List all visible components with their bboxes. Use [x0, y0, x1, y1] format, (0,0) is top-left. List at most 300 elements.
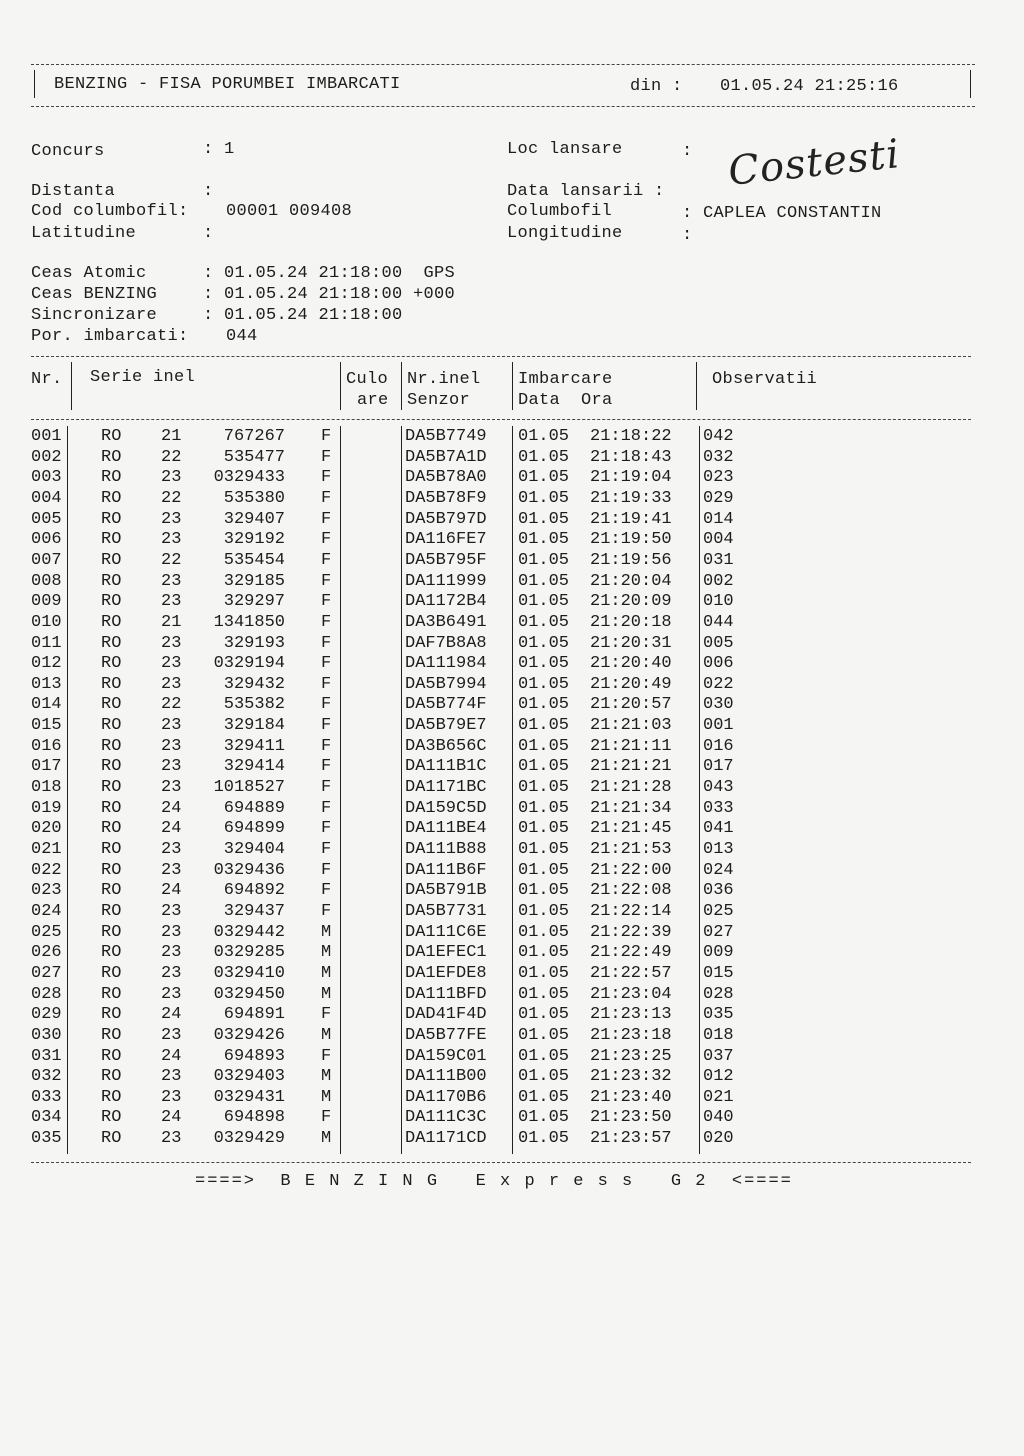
- cell-sensor: DA111B88: [405, 840, 487, 859]
- cell-ring-number: 694899: [223, 819, 285, 839]
- cell-date: 01.05: [518, 674, 570, 694]
- cell-time: 21:21:21: [590, 757, 672, 777]
- table-row: [0, 1108, 1024, 1129]
- header-imbarcare-2: Data Ora: [518, 391, 613, 410]
- table-row: [0, 757, 1024, 778]
- cell-year: 23: [161, 943, 182, 963]
- cell-year: 23: [161, 778, 182, 798]
- cell-nr: 022: [31, 860, 62, 880]
- cell-time: 21:23:57: [590, 1129, 672, 1149]
- cell-ring-number: 535454: [223, 550, 285, 570]
- concurs-value: : 1: [203, 140, 235, 159]
- cell-date: 01.05: [518, 943, 570, 963]
- cell-ring-number: 329404: [223, 840, 285, 859]
- cell-year: 22: [161, 550, 182, 570]
- cell-year: 23: [161, 716, 182, 736]
- cell-country: RO: [101, 963, 122, 983]
- cell-year: 23: [161, 840, 182, 859]
- header-culoare-2: are: [357, 391, 389, 410]
- cell-sensor: DA111B6F: [405, 860, 487, 880]
- cell-country: RO: [101, 984, 122, 1004]
- cell-year: 23: [161, 468, 182, 488]
- cell-time: 21:20:49: [590, 674, 672, 694]
- cell-sex: F: [321, 860, 332, 880]
- cell-date: 01.05: [518, 509, 570, 529]
- cell-date: 01.05: [518, 757, 570, 777]
- cell-observation: 033: [703, 798, 734, 818]
- cell-sex: M: [321, 1129, 332, 1149]
- cell-date: 01.05: [518, 798, 570, 818]
- cell-date: 01.05: [518, 778, 570, 798]
- cell-date: 01.05: [518, 860, 570, 880]
- cell-year: 22: [161, 447, 182, 467]
- cell-nr: 016: [31, 736, 62, 756]
- cell-sex: F: [321, 447, 332, 467]
- cell-observation: 025: [703, 901, 734, 921]
- header-datetime: 01.05.24 21:25:16: [720, 77, 899, 96]
- cell-time: 21:23:32: [590, 1067, 672, 1087]
- cell-country: RO: [101, 881, 122, 901]
- cell-year: 23: [161, 922, 182, 942]
- cell-sensor: DA1171CD: [405, 1129, 487, 1149]
- cell-date: 01.05: [518, 963, 570, 983]
- cell-observation: 044: [703, 612, 734, 632]
- cell-observation: 012: [703, 1067, 734, 1087]
- table-row: [0, 902, 1024, 923]
- cell-country: RO: [101, 1046, 122, 1066]
- cell-sensor: DA5B79E7: [405, 716, 487, 736]
- cell-time: 21:18:22: [590, 427, 672, 446]
- cell-observation: 043: [703, 778, 734, 798]
- header-imbarcare-1: Imbarcare: [518, 370, 613, 389]
- cell-year: 23: [161, 571, 182, 591]
- cell-sensor: DA1EFEC1: [405, 943, 487, 963]
- cell-time: 21:21:11: [590, 736, 672, 756]
- col-sep-nr-header: [71, 362, 72, 410]
- cell-ring-number: 329411: [223, 736, 285, 756]
- columbofil-value: : CAPLEA CONSTANTIN: [682, 204, 882, 223]
- cell-observation: 041: [703, 819, 734, 839]
- cell-sensor: DA111BFD: [405, 984, 487, 1004]
- cell-nr: 029: [31, 1005, 62, 1025]
- ceas-benzing-label: Ceas BENZING: [31, 285, 158, 304]
- cell-nr: 024: [31, 901, 62, 921]
- cell-time: 21:22:57: [590, 963, 672, 983]
- table-top-rule: [31, 356, 971, 357]
- imbarcati-value: 044: [226, 327, 258, 346]
- cell-time: 21:20:57: [590, 695, 672, 715]
- cell-date: 01.05: [518, 550, 570, 570]
- cell-country: RO: [101, 674, 122, 694]
- cell-sex: F: [321, 612, 332, 632]
- cell-observation: 021: [703, 1087, 734, 1107]
- cell-sex: F: [321, 427, 332, 446]
- cell-sex: M: [321, 943, 332, 963]
- table-row: [0, 675, 1024, 696]
- cell-sensor: DA3B6491: [405, 612, 487, 632]
- cell-date: 01.05: [518, 571, 570, 591]
- cell-nr: 020: [31, 819, 62, 839]
- col-sep-culoare-header: [401, 362, 402, 410]
- cell-sensor: DA111BE4: [405, 819, 487, 839]
- cell-sex: F: [321, 468, 332, 488]
- cell-observation: 004: [703, 530, 734, 550]
- cell-nr: 004: [31, 488, 62, 508]
- cell-observation: 013: [703, 840, 734, 859]
- cell-country: RO: [101, 695, 122, 715]
- cell-country: RO: [101, 612, 122, 632]
- cell-date: 01.05: [518, 488, 570, 508]
- cell-sensor: DA111C6E: [405, 922, 487, 942]
- cell-sensor: DA111B1C: [405, 757, 487, 777]
- cell-ring-number: 767267: [223, 427, 285, 446]
- cell-ring-number: 0329194: [213, 654, 285, 674]
- cell-date: 01.05: [518, 840, 570, 859]
- cell-observation: 010: [703, 592, 734, 612]
- cell-observation: 032: [703, 447, 734, 467]
- cell-time: 21:23:18: [590, 1025, 672, 1045]
- cell-year: 23: [161, 1025, 182, 1045]
- cell-time: 21:19:50: [590, 530, 672, 550]
- cell-sex: F: [321, 571, 332, 591]
- table-row: [0, 1005, 1024, 1026]
- table-row: [0, 716, 1024, 737]
- cell-time: 21:22:39: [590, 922, 672, 942]
- cell-ring-number: 1018527: [213, 778, 285, 798]
- cell-nr: 005: [31, 509, 62, 529]
- cell-date: 01.05: [518, 901, 570, 921]
- cell-year: 23: [161, 1067, 182, 1087]
- header-serie-inel: Serie inel: [90, 368, 196, 387]
- latitudine-label: Latitudine: [31, 224, 137, 243]
- cell-observation: 028: [703, 984, 734, 1004]
- cell-observation: 027: [703, 922, 734, 942]
- cell-nr: 031: [31, 1046, 62, 1066]
- table-row: [0, 881, 1024, 902]
- cell-country: RO: [101, 840, 122, 859]
- cell-observation: 014: [703, 509, 734, 529]
- cell-sex: F: [321, 674, 332, 694]
- cell-sensor: DA5B797D: [405, 509, 487, 529]
- cell-time: 21:21:53: [590, 840, 672, 859]
- cell-sex: F: [321, 736, 332, 756]
- cell-date: 01.05: [518, 695, 570, 715]
- cell-sensor: DA5B791B: [405, 881, 487, 901]
- din-label: din :: [630, 77, 683, 96]
- cell-year: 23: [161, 674, 182, 694]
- cell-country: RO: [101, 922, 122, 942]
- table-row: [0, 1067, 1024, 1088]
- cell-sex: F: [321, 901, 332, 921]
- cell-date: 01.05: [518, 633, 570, 653]
- header-bottom-rule: [31, 106, 975, 107]
- cell-nr: 028: [31, 984, 62, 1004]
- cell-date: 01.05: [518, 1108, 570, 1128]
- cell-observation: 042: [703, 427, 734, 446]
- cell-observation: 020: [703, 1129, 734, 1149]
- cell-ring-number: 329407: [223, 509, 285, 529]
- cell-country: RO: [101, 427, 122, 446]
- cell-sex: F: [321, 509, 332, 529]
- cell-country: RO: [101, 943, 122, 963]
- cell-time: 21:20:09: [590, 592, 672, 612]
- cell-ring-number: 694889: [223, 798, 285, 818]
- table-row: [0, 1129, 1024, 1150]
- header-nrinel-2: Senzor: [407, 391, 471, 410]
- cell-time: 21:20:31: [590, 633, 672, 653]
- cell-sex: F: [321, 654, 332, 674]
- cell-nr: 014: [31, 695, 62, 715]
- cell-sensor: DA1170B6: [405, 1087, 487, 1107]
- cell-year: 24: [161, 798, 182, 818]
- cell-country: RO: [101, 509, 122, 529]
- footer-brand: ====> B E N Z I N G E x p r e s s G 2 <====: [195, 1172, 793, 1191]
- col-sep-nrinel-header: [512, 362, 513, 410]
- cell-sex: F: [321, 778, 332, 798]
- header-nr: Nr.: [31, 370, 63, 389]
- cell-observation: 031: [703, 550, 734, 570]
- cell-ring-number: 329437: [223, 901, 285, 921]
- cell-sensor: DA5B78A0: [405, 468, 487, 488]
- header-culoare-1: Culo: [346, 370, 389, 389]
- table-row: [0, 695, 1024, 716]
- cell-year: 24: [161, 819, 182, 839]
- cell-date: 01.05: [518, 447, 570, 467]
- cell-ring-number: 0329436: [213, 860, 285, 880]
- cell-nr: 001: [31, 427, 62, 446]
- cell-observation: 001: [703, 716, 734, 736]
- cell-nr: 003: [31, 468, 62, 488]
- cell-nr: 006: [31, 530, 62, 550]
- cell-year: 22: [161, 695, 182, 715]
- cell-observation: 005: [703, 633, 734, 653]
- cell-nr: 033: [31, 1087, 62, 1107]
- cell-nr: 010: [31, 612, 62, 632]
- cell-ring-number: 329432: [223, 674, 285, 694]
- handwritten-location: Costesti: [726, 131, 903, 195]
- ceas-atomic-label: Ceas Atomic: [31, 264, 147, 283]
- cell-nr: 023: [31, 881, 62, 901]
- cell-sex: M: [321, 984, 332, 1004]
- cell-date: 01.05: [518, 1025, 570, 1045]
- cell-ring-number: 329297: [223, 592, 285, 612]
- cell-date: 01.05: [518, 716, 570, 736]
- header-nrinel-1: Nr.inel: [407, 370, 481, 389]
- cell-year: 23: [161, 633, 182, 653]
- cell-country: RO: [101, 550, 122, 570]
- cell-observation: 018: [703, 1025, 734, 1045]
- cell-date: 01.05: [518, 922, 570, 942]
- cell-nr: 011: [31, 633, 62, 653]
- cell-year: 24: [161, 1108, 182, 1128]
- cell-date: 01.05: [518, 736, 570, 756]
- table-row: [0, 1088, 1024, 1109]
- cell-year: 23: [161, 654, 182, 674]
- cell-observation: 002: [703, 571, 734, 591]
- cell-nr: 018: [31, 778, 62, 798]
- cell-year: 23: [161, 984, 182, 1004]
- cell-sensor: DA116FE7: [405, 530, 487, 550]
- cell-sensor: DA5B774F: [405, 695, 487, 715]
- table-row: [0, 530, 1024, 551]
- cell-sex: F: [321, 716, 332, 736]
- table-row: [0, 572, 1024, 593]
- cell-sensor: DA5B7749: [405, 427, 487, 446]
- loc-lansare-colon: :: [682, 142, 693, 161]
- cell-ring-number: 694893: [223, 1046, 285, 1066]
- table-row: [0, 489, 1024, 510]
- cell-year: 23: [161, 509, 182, 529]
- cell-sex: F: [321, 819, 332, 839]
- cell-time: 21:19:33: [590, 488, 672, 508]
- cell-country: RO: [101, 571, 122, 591]
- cell-ring-number: 0329431: [213, 1087, 285, 1107]
- cell-year: 23: [161, 963, 182, 983]
- cell-ring-number: 535382: [223, 695, 285, 715]
- col-sep-imbarcare-header: [696, 362, 697, 410]
- cell-year: 23: [161, 757, 182, 777]
- cell-sex: F: [321, 550, 332, 570]
- cell-year: 21: [161, 427, 182, 446]
- cell-ring-number: 329184: [223, 716, 285, 736]
- cell-time: 21:22:08: [590, 881, 672, 901]
- cell-ring-number: 1341850: [213, 612, 285, 632]
- cell-sex: F: [321, 1108, 332, 1128]
- cell-nr: 008: [31, 571, 62, 591]
- columbofil-label: Columbofil: [507, 202, 613, 221]
- cell-ring-number: 329185: [223, 571, 285, 591]
- table-row: [0, 468, 1024, 489]
- cell-sensor: DA5B795F: [405, 550, 487, 570]
- cell-sensor: DA1EFDE8: [405, 963, 487, 983]
- cell-country: RO: [101, 1108, 122, 1128]
- header-observatii: Observatii: [712, 370, 818, 389]
- cell-ring-number: 0329433: [213, 468, 285, 488]
- cell-sex: F: [321, 592, 332, 612]
- cell-year: 23: [161, 736, 182, 756]
- cell-date: 01.05: [518, 654, 570, 674]
- cell-nr: 015: [31, 716, 62, 736]
- cell-country: RO: [101, 1025, 122, 1045]
- table-row: [0, 861, 1024, 882]
- cell-date: 01.05: [518, 427, 570, 446]
- table-row: [0, 654, 1024, 675]
- cell-country: RO: [101, 447, 122, 467]
- longitudine-label: Longitudine: [507, 224, 623, 243]
- cell-sex: F: [321, 695, 332, 715]
- cell-ring-number: 694898: [223, 1108, 285, 1128]
- cell-date: 01.05: [518, 530, 570, 550]
- distanta-label: Distanta: [31, 182, 116, 201]
- table-row: [0, 964, 1024, 985]
- longitudine-value: :: [682, 226, 693, 245]
- cell-time: 21:22:14: [590, 901, 672, 921]
- cell-year: 23: [161, 592, 182, 612]
- cell-date: 01.05: [518, 1046, 570, 1066]
- cell-time: 21:23:40: [590, 1087, 672, 1107]
- cell-year: 22: [161, 488, 182, 508]
- loc-lansare-label: Loc lansare: [507, 140, 623, 159]
- cell-time: 21:22:49: [590, 943, 672, 963]
- cod-columbofil-value: 00001 009408: [226, 202, 353, 221]
- cell-sensor: DA111999: [405, 571, 487, 591]
- table-row: [0, 1047, 1024, 1068]
- cell-time: 21:23:25: [590, 1046, 672, 1066]
- cell-year: 23: [161, 1087, 182, 1107]
- data-lansarii-label: Data lansarii :: [507, 182, 665, 201]
- cell-sex: F: [321, 1046, 332, 1066]
- cell-nr: 007: [31, 550, 62, 570]
- cell-time: 21:21:34: [590, 798, 672, 818]
- cell-nr: 019: [31, 798, 62, 818]
- cell-country: RO: [101, 901, 122, 921]
- cell-sex: F: [321, 1005, 332, 1025]
- cell-date: 01.05: [518, 612, 570, 632]
- cell-country: RO: [101, 716, 122, 736]
- cell-nr: 030: [31, 1025, 62, 1045]
- cell-year: 23: [161, 901, 182, 921]
- cell-nr: 035: [31, 1129, 62, 1149]
- cell-ring-number: 0329429: [213, 1129, 285, 1149]
- cell-sensor: DA3B656C: [405, 736, 487, 756]
- table-row: [0, 923, 1024, 944]
- cell-year: 21: [161, 612, 182, 632]
- cell-ring-number: 0329403: [213, 1067, 285, 1087]
- cell-country: RO: [101, 736, 122, 756]
- cell-date: 01.05: [518, 1005, 570, 1025]
- header-right-border: [970, 70, 971, 98]
- cell-nr: 032: [31, 1067, 62, 1087]
- cell-ring-number: 694891: [223, 1005, 285, 1025]
- cell-nr: 034: [31, 1108, 62, 1128]
- cell-country: RO: [101, 1067, 122, 1087]
- cell-observation: 017: [703, 757, 734, 777]
- cell-country: RO: [101, 592, 122, 612]
- cell-year: 24: [161, 1046, 182, 1066]
- cell-country: RO: [101, 654, 122, 674]
- cell-sex: M: [321, 1025, 332, 1045]
- cell-sex: M: [321, 1087, 332, 1107]
- cell-ring-number: 0329426: [213, 1025, 285, 1045]
- table-row: [0, 943, 1024, 964]
- cell-time: 21:20:18: [590, 612, 672, 632]
- cell-date: 01.05: [518, 881, 570, 901]
- cell-year: 24: [161, 881, 182, 901]
- sincronizare-value: : 01.05.24 21:18:00: [203, 306, 403, 325]
- cell-time: 21:21:03: [590, 716, 672, 736]
- cell-observation: 022: [703, 674, 734, 694]
- cell-nr: 009: [31, 592, 62, 612]
- cell-sensor: DA5B78F9: [405, 488, 487, 508]
- distanta-value: :: [203, 182, 214, 201]
- cell-country: RO: [101, 778, 122, 798]
- concurs-label: Concurs: [31, 142, 105, 161]
- cell-time: 21:22:00: [590, 860, 672, 880]
- cell-sensor: DAF7B8A8: [405, 633, 487, 653]
- cell-sensor: DA1172B4: [405, 592, 487, 612]
- cell-year: 23: [161, 860, 182, 880]
- cell-year: 23: [161, 530, 182, 550]
- cell-ring-number: 0329410: [213, 963, 285, 983]
- cell-observation: 016: [703, 736, 734, 756]
- table-header-rule: [31, 419, 971, 420]
- cell-year: 23: [161, 1129, 182, 1149]
- imbarcati-label: Por. imbarcati:: [31, 327, 189, 346]
- cell-time: 21:19:56: [590, 550, 672, 570]
- cell-nr: 013: [31, 674, 62, 694]
- cell-observation: 037: [703, 1046, 734, 1066]
- table-row: [0, 634, 1024, 655]
